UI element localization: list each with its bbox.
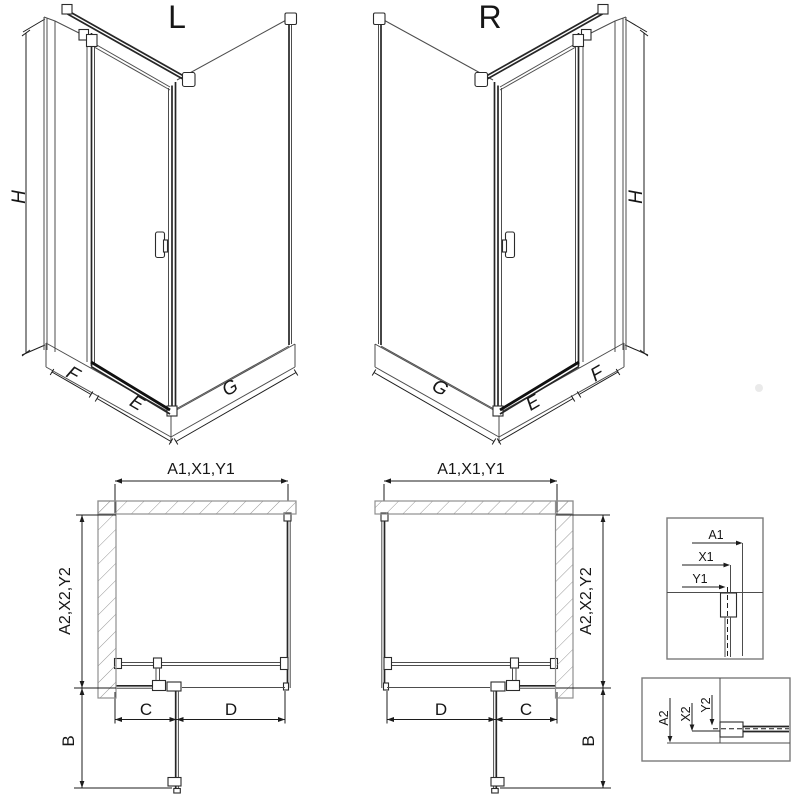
plan-left-dim-width: A1,X1,Y1 (167, 461, 235, 478)
iso-right-dim-fixed: F (586, 362, 608, 387)
plan-view-geometry (115, 478, 292, 793)
plan-left-dim-door: D (224, 700, 238, 719)
plan-left-dim-fixed: C (139, 700, 153, 719)
detail-side-dim-x: X2 (679, 706, 693, 722)
plan-open-door (168, 691, 181, 793)
plan-view-geometry-mirrored (381, 478, 558, 793)
iso-left-dim-door: E (126, 390, 148, 416)
hinge-profile (87, 33, 95, 366)
plan-left-dim-door-open: B (59, 735, 78, 747)
detail-side-dim-y: Y2 (699, 697, 713, 713)
iso-left-dim-height: H (9, 190, 30, 204)
iso-left-dim-side: G (218, 375, 242, 402)
bathroom-walls (98, 501, 573, 698)
plan-right-dim-width: A1,X1,Y1 (437, 461, 505, 478)
iso-left-title: L (168, 0, 186, 35)
detail-top-dim-y: Y1 (692, 572, 708, 586)
iso-right-dim-height: H (626, 190, 647, 204)
plan-left-depth-dimension (74, 515, 172, 788)
plan-right-dim-door: D (434, 700, 448, 719)
iso-right-dim-door: E (522, 390, 544, 416)
iso-left-dim-fixed: F (62, 362, 84, 387)
wall-side-right-plan (556, 501, 574, 698)
wall-side-left-plan (98, 501, 116, 698)
fixed-side-panel (44, 17, 91, 352)
watermark-dot (755, 384, 763, 392)
plan-right-dim-fixed: C (519, 700, 533, 719)
iso-right-dim-side: G (428, 375, 452, 402)
shower-tray (46, 343, 295, 443)
detail-top-dim-x: X1 (698, 550, 714, 564)
iso-right-title: R (478, 0, 502, 35)
detail-top-dim-a: A1 (708, 528, 724, 542)
plan-front-fixed-panel (116, 682, 285, 691)
plan-left-dim-depth: A2,X2,Y2 (57, 567, 74, 635)
wall-top-right-plan (375, 501, 573, 514)
door-panel (95, 44, 176, 414)
detail-side-dim-a: A2 (657, 710, 671, 726)
height-dimension (22, 19, 45, 356)
wall-top-left-plan (98, 501, 296, 514)
plan-right-dim-door-open: B (579, 735, 598, 747)
iso-view-geometry-mirrored (372, 5, 648, 445)
plan-right-dim-depth: A2,X2,Y2 (578, 567, 595, 635)
door-handle (156, 232, 168, 258)
